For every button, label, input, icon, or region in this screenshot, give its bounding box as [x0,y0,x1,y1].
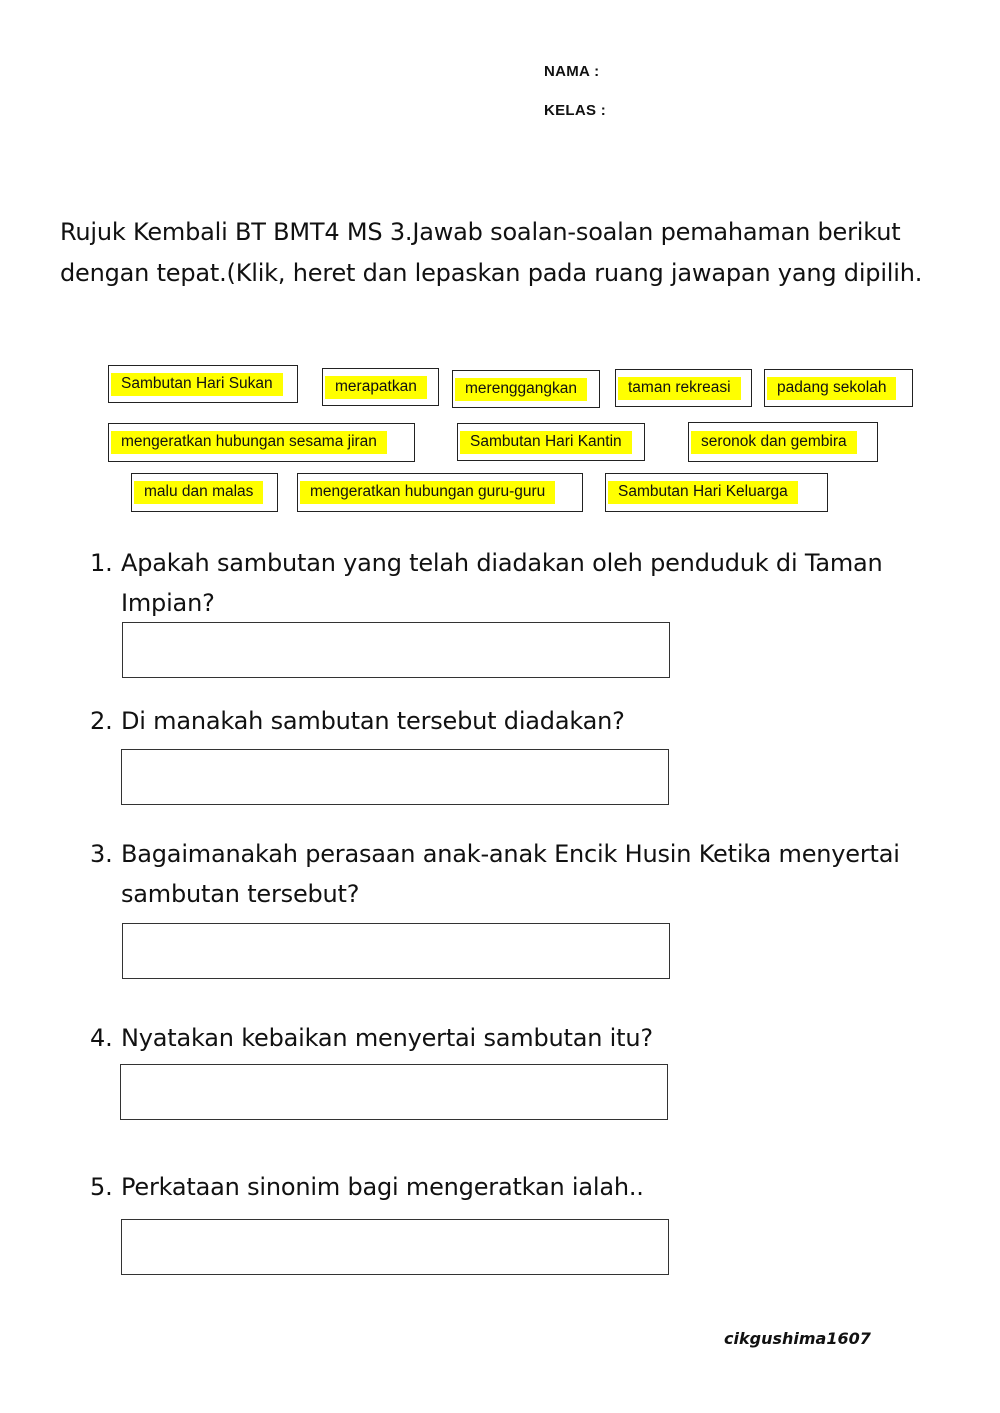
option-label: mengeratkan hubungan sesama jiran [111,431,387,454]
option-chip[interactable] [108,423,415,462]
option-chip[interactable] [457,423,645,461]
option-label: taman rekreasi [618,377,741,400]
name-label: NAMA : [544,63,600,80]
option-label: merenggangkan [455,378,587,401]
answer-dropzone-4[interactable] [120,1064,668,1120]
class-label: KELAS : [544,102,607,119]
question-2 [90,701,950,741]
question-number: 4. [90,1024,113,1052]
option-label: Sambutan Hari Kantin [460,431,632,454]
option-chip[interactable] [615,369,752,407]
question-text: Apakah sambutan yang telah diadakan oleh penduduk di Taman Impian? [121,549,883,617]
question-1 [90,543,950,623]
option-label: merapatkan [325,376,427,399]
option-chip[interactable] [688,422,878,462]
option-chip[interactable] [108,365,298,403]
question-4 [90,1018,950,1058]
answer-dropzone-1[interactable] [122,622,670,678]
instruction-text: Rujuk Kembali BT BMT4 MS 3.Jawab soalan-soalan pemahaman berikut dengan tepat.(Klik, heret dan lepaskan pada ruang jawapan yang dipilih. [60,218,923,287]
option-label: seronok dan gembira [691,431,857,454]
question-3 [90,834,950,914]
option-label: padang sekolah [767,377,896,400]
question-text: Nyatakan kebaikan menyertai sambutan itu? [121,1024,653,1052]
answer-dropzone-2[interactable] [121,749,669,805]
question-number: 1. [90,549,113,577]
answer-dropzone-3[interactable] [122,923,670,979]
question-text: Di manakah sambutan tersebut diadakan? [121,707,625,735]
question-number: 3. [90,840,113,868]
question-number: 5. [90,1173,113,1201]
option-chip[interactable] [764,369,913,407]
option-label: malu dan malas [134,481,263,504]
option-chip[interactable] [297,473,583,512]
option-label: Sambutan Hari Keluarga [608,481,798,504]
option-label: Sambutan Hari Sukan [111,373,283,396]
option-chip[interactable] [605,473,828,512]
option-chip[interactable] [131,473,278,512]
question-number: 2. [90,707,113,735]
answer-dropzone-5[interactable] [121,1219,669,1275]
question-text: Bagaimanakah perasaan anak-anak Encik Husin Ketika menyertai sambutan tersebut? [121,840,900,908]
option-chip[interactable] [452,370,600,408]
option-chip[interactable] [322,368,439,406]
option-label: mengeratkan hubungan guru-guru [300,481,555,504]
author-credit: cikgushima1607 [724,1329,871,1348]
question-text: Perkataan sinonim bagi mengeratkan ialah.. [121,1173,644,1201]
question-5 [90,1167,950,1207]
